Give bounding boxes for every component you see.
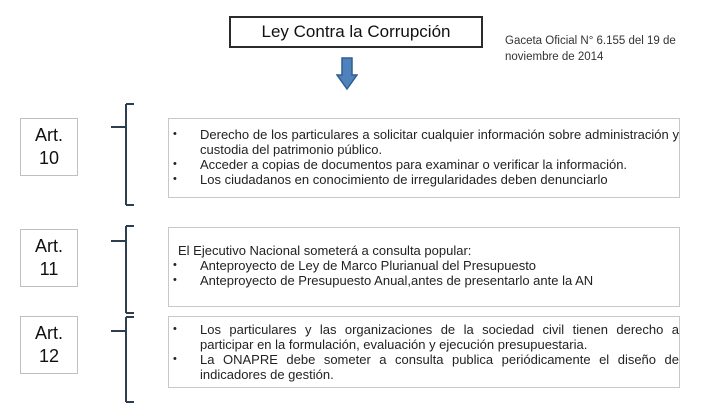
article-10-label	[20, 118, 78, 176]
article-10-bullet: • Derecho de los particulares a solicitar cualquier información sobre administración y custodia del patrimonio público.	[169, 127, 679, 157]
article-12-bullets	[169, 322, 679, 382]
article-11-bullet: • Anteproyecto de Ley de Marco Plurianual del Presupuesto	[169, 258, 679, 273]
article-10-content	[168, 118, 680, 198]
article-11-prefix: Art.	[34, 236, 63, 256]
article-10-bullets	[169, 127, 679, 187]
article-12-prefix: Art.	[34, 323, 63, 343]
article-11-label	[20, 229, 78, 287]
article-12-bullet: • Los particulares y las organizaciones de la sociedad civil tienen derecho a participar en la formulación, evaluación y ejecución presupuestaria.	[169, 322, 679, 352]
article-11-content	[168, 227, 680, 307]
article-12-bracket	[108, 316, 134, 404]
article-10-number: 10	[38, 148, 60, 168]
law-title	[229, 16, 483, 48]
gazette-reference: Gaceta Oficial N° 6.155 del 19 de noviembre de 2014	[505, 35, 676, 63]
article-11-number: 11	[39, 259, 59, 279]
article-12-bullet: • La ONAPRE debe someter a consulta publica periódicamente el diseño de indicadores de gestión.	[169, 352, 679, 382]
article-10-bracket	[108, 103, 134, 207]
article-11-intro: El Ejecutivo Nacional someterá a consulta popular:	[178, 243, 472, 258]
article-12-label	[20, 316, 78, 374]
article-10-prefix: Art.	[34, 125, 63, 145]
article-11-bullet: • Anteproyecto de Presupuesto Anual,antes de presentarlo ante la AN	[169, 273, 679, 288]
article-12-content	[168, 316, 680, 388]
down-arrow-icon	[336, 57, 358, 91]
article-12-number: 12	[38, 346, 60, 366]
article-11-bracket	[108, 225, 134, 315]
article-10-bullet: • Acceder a copias de documentos para examinar o verificar la información.	[169, 157, 679, 172]
law-title-text: Ley Contra la Corrupción	[261, 22, 451, 41]
article-10-bullet: • Los ciudadanos en conocimiento de irregularidades deben denunciarlo	[169, 172, 679, 187]
article-11-bullets	[169, 258, 679, 288]
